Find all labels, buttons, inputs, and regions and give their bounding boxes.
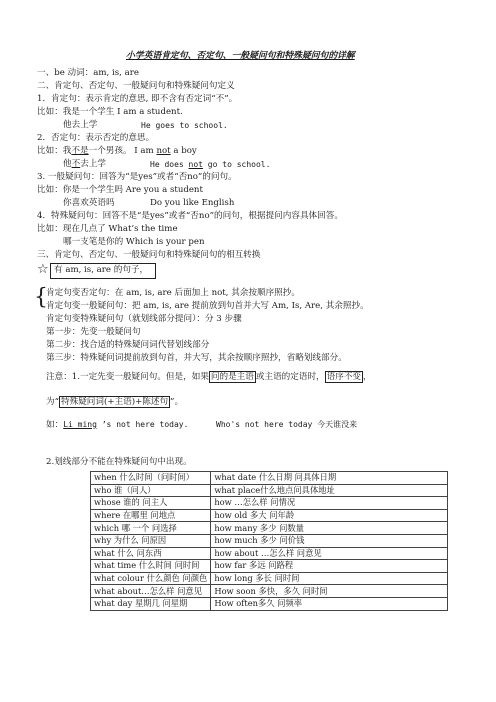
step-3: 第三步：特殊疑问词提前放到句首，并大写，其余按顺序照抄，省略划线部分。 xyxy=(46,353,347,363)
table-cell-right: what place什么地点问具体地址 xyxy=(211,484,448,497)
table-cell-right: How soon 多快，多久 问时间 xyxy=(211,585,448,598)
table-cell-left: who 谁（问人） xyxy=(91,484,211,497)
table-row xyxy=(91,547,448,560)
brace-icon: { xyxy=(34,285,48,310)
negative-example-1: 比如：我不是一个男孩。 I am not a boy xyxy=(37,146,197,156)
table-cell-right: how …怎么样 问情况 xyxy=(211,497,448,510)
table-cell-left: which 哪 一个 问选择 xyxy=(91,522,211,535)
table-cell-left: why 为什么 问原因 xyxy=(91,534,211,547)
table-row xyxy=(91,497,448,510)
table-cell-right: how old 多大 问年龄 xyxy=(211,509,448,522)
example-answer: Who's not here today 今天谁没来 xyxy=(216,420,358,429)
table-cell-left: what colour 什么颜色 问颜色 xyxy=(91,572,211,585)
affirmative-definition: 1．肯定句：表示肯定的意思, 即不含有否定词“不”。 xyxy=(37,94,238,104)
boxed-formula: 特殊疑问词(+主语)+陈述句 xyxy=(61,397,169,407)
table-cell-right: how far 多远 问路程 xyxy=(211,560,448,573)
rule-special-question: 肯定句变特殊疑问句（就划线部分提问）：分 3 步骤 xyxy=(46,314,242,324)
table-cell-left: what 什么 问东西 xyxy=(91,547,211,560)
special-question-example-2: 哪一支笔是你的 Which is your pen xyxy=(63,237,205,247)
table-row xyxy=(91,509,448,522)
underline-rule: 2.划线部分不能在特殊疑问句中出现。 xyxy=(46,457,192,467)
table-row xyxy=(91,585,448,598)
question-words-table xyxy=(90,471,448,611)
table-row xyxy=(91,560,448,573)
section-be-verbs: 一、be 动词：am, is, are xyxy=(37,68,139,78)
table-cell-right: how about …怎么样 问意见 xyxy=(211,547,448,560)
table-cell-left: what about…怎么样 问意见 xyxy=(91,585,211,598)
table-row xyxy=(91,572,448,585)
table-cell-right: what date 什么日期 问具体日期 xyxy=(211,472,448,485)
general-question-example-2-en: Do you like English xyxy=(150,198,235,208)
highlight-box-text: 有 am, is, are 的句子， xyxy=(54,265,149,275)
step-2: 第二步：找合适的特殊疑问词代替划线部分 xyxy=(46,340,210,350)
table-row xyxy=(91,534,448,547)
table-cell-left: what time 什么时间 问时间 xyxy=(91,560,211,573)
table-cell-right: how much 多少 问价钱 xyxy=(211,534,448,547)
boxed-subject: 问的是主语 xyxy=(210,372,254,382)
table-cell-right: How often多久 问频率 xyxy=(211,597,448,610)
table-cell-right: how many 多少 问数量 xyxy=(211,522,448,535)
document-title: 小学英语肯定句、否定句、一般疑问句和特殊疑问句的详解 xyxy=(126,51,355,61)
table-cell-right: how long 多长 问时间 xyxy=(211,572,448,585)
affirmative-example-2-en: He goes to school. xyxy=(141,121,228,130)
example-line: 如：Li ming ’s not here today. xyxy=(46,420,189,430)
star-icon: ☆ xyxy=(37,262,49,277)
table-cell-left: when 什么时间（问时间） xyxy=(91,472,211,485)
affirmative-example-2-cn: 他去上学 xyxy=(63,120,98,130)
general-question-example-2-cn: 你喜欢英语吗 xyxy=(63,198,115,208)
table-cell-left: what day 星期几 问星期 xyxy=(91,597,211,610)
negative-example-2-en: He does not go to school. xyxy=(150,160,271,169)
highlight-box xyxy=(50,263,156,279)
special-question-definition: 4．特殊疑问句：回答不是“是yes”或者“否no”的问句，根据提问内容具体回答。 xyxy=(37,211,343,221)
negative-definition: 2．否定句：表示否定的意思。 xyxy=(37,133,155,143)
boxed-word-order: 语序不变 xyxy=(326,372,362,382)
rule-negative: 肯定句变否定句：在 am, is, are 后面加上 not, 其余按顺序照抄。 xyxy=(46,288,300,298)
table-cell-left: whose 谁的 问主人 xyxy=(91,497,211,510)
negative-example-2: 他不去上学 xyxy=(63,159,107,169)
table-row xyxy=(91,472,448,485)
formula-line: 为“ 特殊疑问词(+主语)+陈述句 ”。 xyxy=(46,397,184,407)
general-question-example-1: 比如：你是一个学生吗 Are you a student xyxy=(37,185,203,195)
table-row xyxy=(91,522,448,535)
table-cell-left: where 在哪里 问地点 xyxy=(91,509,211,522)
step-1: 第一步：先变一般疑问句 xyxy=(46,327,141,337)
special-question-example-1: 比如：现在几点了 What’s the time xyxy=(37,224,178,234)
affirmative-example-1: 比如：我是一个学生 I am a student. xyxy=(37,107,183,117)
section-definitions-heading: 二、肯定句、否定句、一般疑问句和特殊疑问句定义 xyxy=(37,81,235,91)
general-question-definition: 3. 一般疑问句：回答为“是yes”或者“否no”的问句。 xyxy=(37,172,237,182)
rule-general-question: 肯定句变一般疑问句：把 am, is, are 提前放到句首并大写 Am, Is, Are, 其余照抄。 xyxy=(46,301,369,311)
table-row xyxy=(91,597,448,610)
note-line: 注意：1.一定先变一般疑问句。但是，如果 问的是主语 或主语的定语时， 语序不变 ， xyxy=(46,372,372,382)
table-row xyxy=(91,484,448,497)
section-conversion-heading: 三、肯定句、否定句、一般疑问句和特殊疑问句的相互转换 xyxy=(37,250,261,260)
